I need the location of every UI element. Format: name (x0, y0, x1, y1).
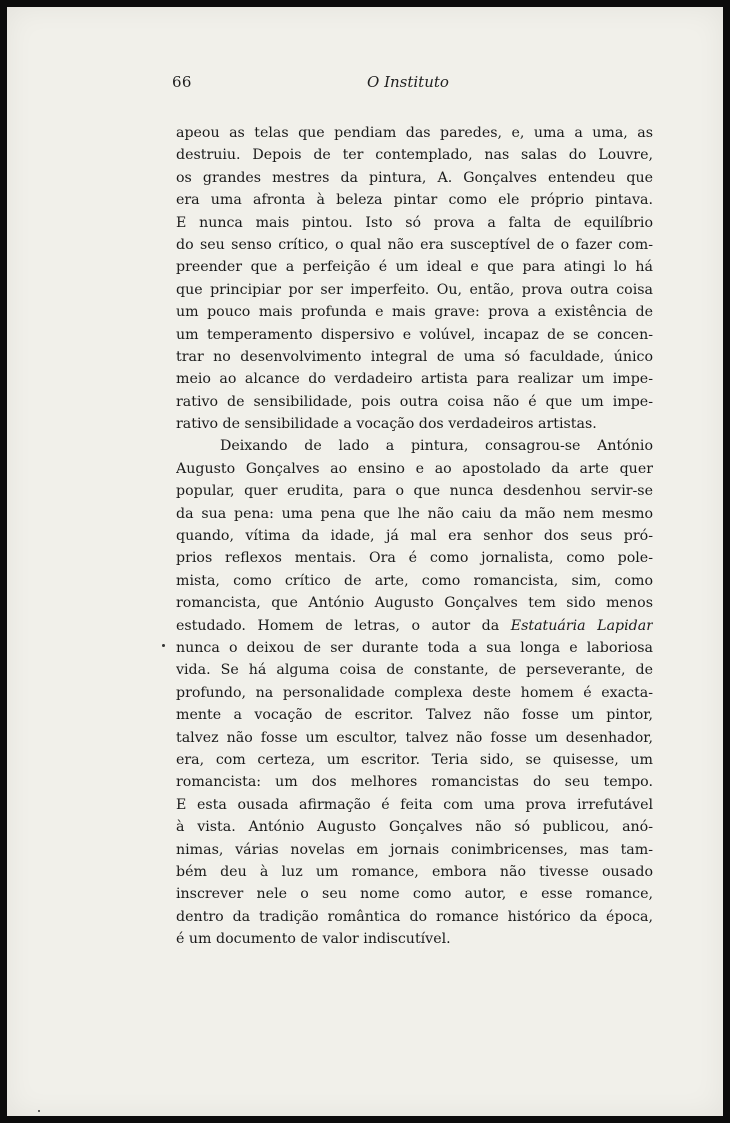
text-line: era, com certeza, um escritor. Teria sido, se quisesse, um (176, 751, 653, 768)
text-line: mista, como crítico de arte, como romancista, sim, como (176, 572, 653, 589)
text-line: Augusto Gonçalves ao ensino e ao apostolado da arte quer (176, 460, 653, 477)
text-line: nimas, várias novelas em jornais conimbricenses, mas tam- (176, 841, 653, 858)
page-header (7, 73, 723, 95)
paragraph-1 (176, 122, 653, 435)
text-line: Deixando de lado a pintura, consagrou-se António (220, 438, 653, 455)
text-line: do seu senso crítico, o qual não era susceptível de o fazer com- (176, 236, 653, 253)
text-line: os grandes mestres da pintura, A. Gonçalves entendeu que (176, 169, 653, 186)
text-line: quando, vítima da idade, já mal era senhor dos seus pró- (176, 528, 653, 545)
text-line: meio ao alcance do verdadeiro artista para realizar um impe- (176, 371, 653, 388)
text-line: romancista: um dos melhores romancistas do seu tempo. (176, 774, 653, 791)
paper-speck (162, 644, 165, 647)
text-line: um temperamento dispersivo e volúvel, incapaz de se concen- (176, 326, 653, 343)
text-line: da sua pena: uma pena que lhe não caiu da mão nem mesmo (176, 505, 653, 522)
text-line: trar no desenvolvimento integral de uma só faculdade, único (176, 348, 653, 365)
text-line: E esta ousada afirmação é feita com uma prova irrefutável (176, 796, 653, 813)
book-page (7, 7, 723, 1116)
page-number: 66 (172, 73, 192, 91)
text-line: popular, quer erudita, para o que nunca desdenhou servir-se (176, 483, 653, 500)
text-line: inscrever nele o seu nome como autor, e esse romance, (176, 886, 653, 903)
text-line: destruiu. Depois de ter contemplado, nas salas do Louvre, (176, 147, 653, 164)
paragraph-2 (176, 435, 653, 950)
text-line: era uma afronta à beleza pintar como ele próprio pintava. (176, 192, 653, 209)
body-text (176, 122, 653, 950)
text-line: é um documento de valor indiscutível. (176, 931, 451, 948)
text-line: E nunca mais pintou. Isto só prova a falta de equilíbrio (176, 214, 653, 231)
text-line: nunca o deixou de ser durante toda a sua longa e laboriosa (176, 639, 653, 656)
text-line: rativo de sensibilidade, pois outra coisa não é que um impe- (176, 393, 653, 410)
paper-speck (38, 1110, 40, 1112)
text-line: rativo de sensibilidade a vocação dos verdadeiros artistas. (176, 416, 597, 433)
text-line: preender que a perfeição é um ideal e que para atingi lo há (176, 259, 653, 276)
text-line: talvez não fosse um escultor, talvez não fosse um desenhador, (176, 729, 653, 746)
running-title: O Instituto (367, 73, 449, 91)
text-line: apeou as telas que pendiam das paredes, e, uma a uma, as (176, 125, 653, 141)
text-line: profundo, na personalidade complexa deste homem é exacta- (176, 684, 653, 701)
text-line: que principiar por ser imperfeito. Ou, então, prova outra coisa (176, 281, 653, 298)
text-line: prios reflexos mentais. Ora é como jornalista, como pole- (176, 550, 653, 567)
text-line: estudado. Homem de letras, o autor da Estatuária Lapidar (176, 617, 653, 634)
text-line: vida. Se há alguma coisa de constante, de perseverante, de (176, 662, 653, 679)
text-line: romancista, que António Augusto Gonçalves tem sido menos (176, 595, 653, 612)
text-line: à vista. António Augusto Gonçalves não só publicou, anó- (176, 819, 653, 836)
text-line: um pouco mais profunda e mais grave: prova a existência de (176, 304, 653, 321)
text-line: bém deu à luz um romance, embora não tivesse ousado (176, 863, 653, 880)
text-line: mente a vocação de escritor. Talvez não fosse um pintor, (176, 707, 653, 724)
text-line: dentro da tradição romântica do romance histórico da época, (176, 908, 653, 925)
